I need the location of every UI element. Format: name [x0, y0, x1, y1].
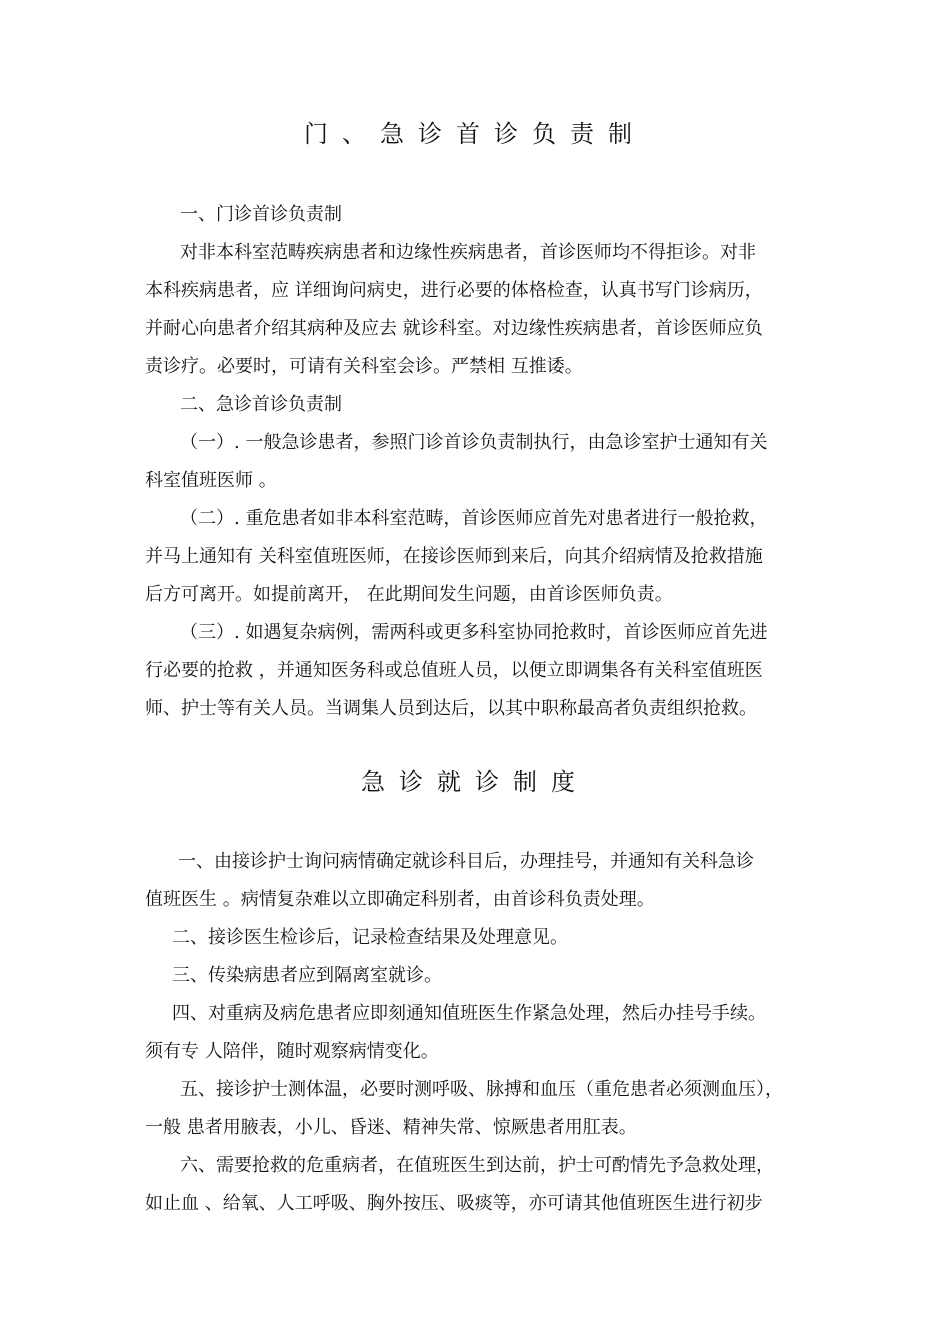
- title-first-visit-responsibility: 门、急诊首诊负责制: [304, 120, 646, 148]
- paragraph-line: （三）. 如遇复杂病例，需两科或更多科室协同抢救时，首诊医师应首先进: [180, 622, 768, 643]
- paragraph-line: 如止血 、给氧、人工呼吸、胸外按压、吸痰等，亦可请其他值班医生进行初步: [145, 1193, 763, 1214]
- paragraph-line: 一、由接诊护士询问病情确定就诊科目后，办理挂号，并通知有关科急诊: [178, 851, 754, 872]
- paragraph-line: 三、传染病患者应到隔离室就诊。: [172, 965, 442, 986]
- paragraph-line: 五、接诊护士测体温，必要时测呼吸、脉搏和血压（重危患者必须测血压），: [180, 1079, 783, 1100]
- paragraph-line: 六、需要抢救的危重病者，在值班医生到达前，护士可酌情先予急救处理，: [180, 1155, 774, 1176]
- title-emergency-visit-system: 急诊就诊制度: [361, 768, 589, 796]
- paragraph-line: （二）. 重危患者如非本科室范畴，首诊医师应首先对患者进行一般抢救，: [180, 508, 768, 529]
- paragraph-line: 一般 患者用腋表，小儿、昏迷、精神失常、惊厥患者用肛表。: [145, 1117, 637, 1138]
- paragraph-line: 对非本科室范畴疾病患者和边缘性疾病患者，首诊医师均不得拒诊。对非: [180, 242, 756, 263]
- paragraph-line: 责诊疗。必要时，可请有关科室会诊。严禁相 互推诿。: [145, 356, 583, 377]
- paragraph-line: 须有专 人陪伴，随时观察病情变化。: [145, 1041, 439, 1062]
- paragraph-line: 四、对重病及病危患者应即刻通知值班医生作紧急处理，然后办挂号手续。: [172, 1003, 766, 1024]
- heading-emergency: 二、急诊首诊负责制: [180, 394, 342, 415]
- paragraph-line: 师、护士等有关人员。当调集人员到达后，以其中职称最高者负责组织抢救。: [145, 698, 757, 719]
- paragraph-line: 并耐心向患者介绍其病种及应去 就诊科室。对边缘性疾病患者，首诊医师应负: [145, 318, 763, 339]
- paragraph-line: 后方可离开。如提前离开， 在此期间发生问题，由首诊医师负责。: [145, 584, 673, 605]
- heading-outpatient: 一、门诊首诊负责制: [180, 204, 342, 225]
- paragraph-line: 值班医生 。病情复杂难以立即确定科别者，由首诊科负责处理。: [145, 889, 655, 910]
- paragraph-line: 科室值班医师 。: [145, 470, 277, 491]
- paragraph-line: 并马上通知有 关科室值班医师，在接诊医师到来后，向其介绍病情及抢救措施: [145, 546, 763, 567]
- paragraph-line: 二、接诊医生检诊后，记录检查结果及处理意见。: [172, 927, 568, 948]
- paragraph-line: 行必要的抢救 ，并通知医务科或总值班人员，以便立即调集各有关科室值班医: [145, 660, 763, 681]
- paragraph-line: 本科疾病患者，应 详细询问病史，进行必要的体格检查，认真书写门诊病历，: [145, 280, 763, 301]
- paragraph-line: （一）. 一般急诊患者，参照门诊首诊负责制执行，由急诊室护士通知有关: [180, 432, 768, 453]
